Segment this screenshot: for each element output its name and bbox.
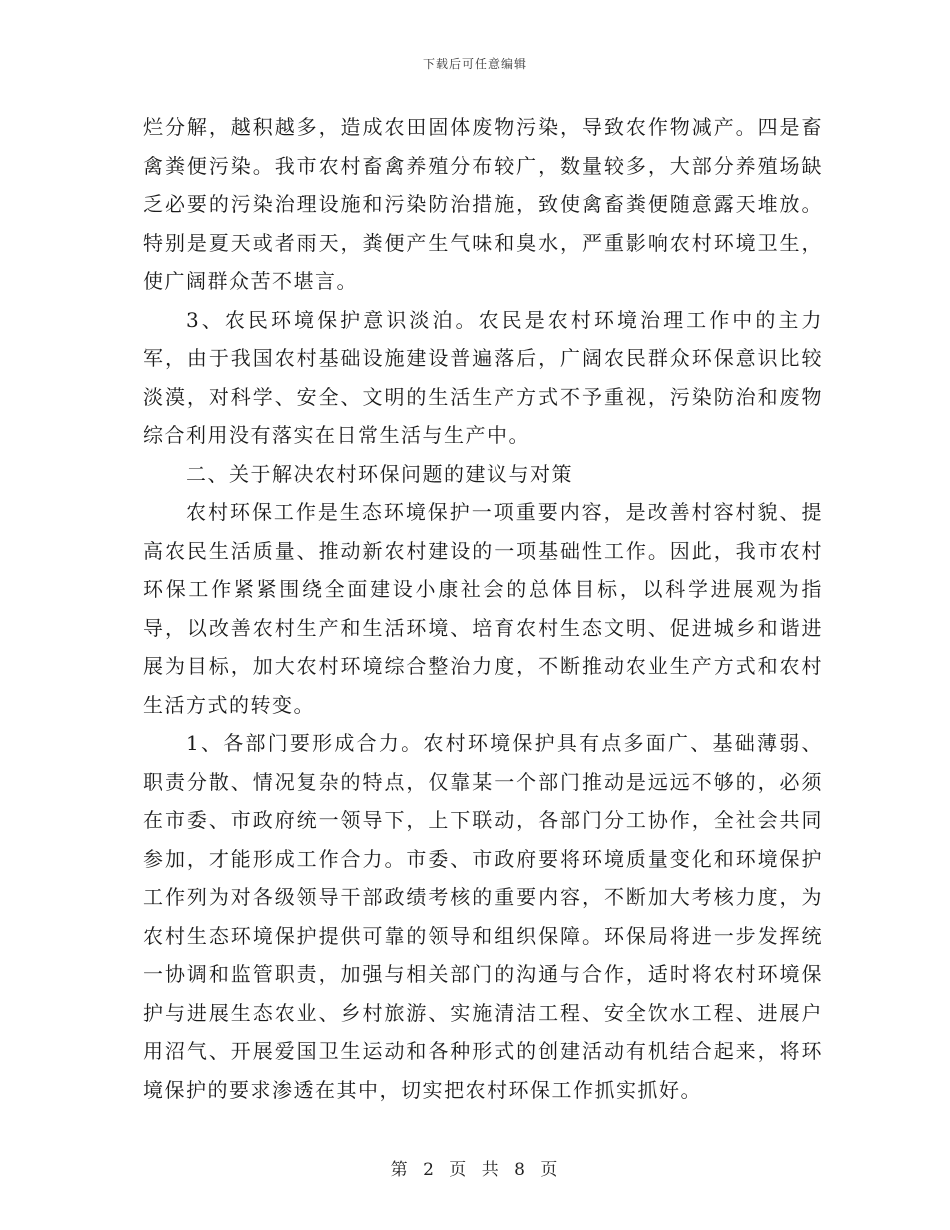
paragraph-cooperation: 1、各部门要形成合力。农村环境保护具有点多面广、基础薄弱、职责分散、情况复杂的特点，仅靠某一个部门推动是远远不够的，必须在市委、市政府统一领导下，上下联动，各部门分工协作，全社会共同参加，才能形成工作合力。市委、市政府要将环境质量变化和环境保护工作列为对各级领导干部政绩考核的重要内容，不断加大考核力度，为农村生态环境保护提供可靠的领导和组织保障。环保局将进一步发挥统一协调和监管职责，加强与相关部门的沟通与合作，适时将农村环境保护与进展生态农业、乡村旅游、实施清洁工程、安全饮水工程、进展户用沼气、开展爱国卫生运动和各种形式的创建活动有机结合起来，将环境保护的要求渗透在其中，切实把农村环保工作抓实抓好。 bbox=[143, 731, 823, 1102]
page-footer: 第 2 页 共 8 页 bbox=[390, 1160, 560, 1180]
paragraph-overview: 农村环保工作是生态环境保护一项重要内容，是改善村容村貌、提高农民生活质量、推动新农村建设的一项基础性工作。因此，我市农村环保工作紧紧围绕全面建设小康社会的总体目标，以科学进展观为指导，以改善农村生产和生活环境、培育农村生态文明、促进城乡和谐进展为目标，加大农村环境综合整治力度，不断推动农业生产方式和农村生活方式的转变。 bbox=[143, 500, 823, 717]
document-body bbox=[143, 108, 823, 1109]
section-heading: 二、关于解决农村环保问题的建议与对策 bbox=[186, 461, 573, 486]
page-header: 下载后可任意编辑 bbox=[422, 57, 527, 71]
paragraph-livestock-pollution: 烂分解，越积越多，造成农田固体废物污染，导致农作物减产。四是畜禽粪便污染。我市农村畜禽养殖分布较广，数量较多，大部分养殖场缺乏必要的污染治理设施和污染防治措施，致使禽畜粪便随意露天堆放。特别是夏天或者雨天，粪便产生气味和臭水，严重影响农村环境卫生，使广阔群众苦不堪言。 bbox=[143, 115, 823, 293]
paragraph-farmer-awareness: 3、农民环境保护意识淡泊。农民是农村环境治理工作中的主力军，由于我国农村基础设施建设普遍落后，广阔农民群众环保意识比较淡漠，对科学、安全、文明的生活生产方式不予重视，污染防治和废物综合利用没有落实在日常生活与生产中。 bbox=[143, 307, 823, 447]
